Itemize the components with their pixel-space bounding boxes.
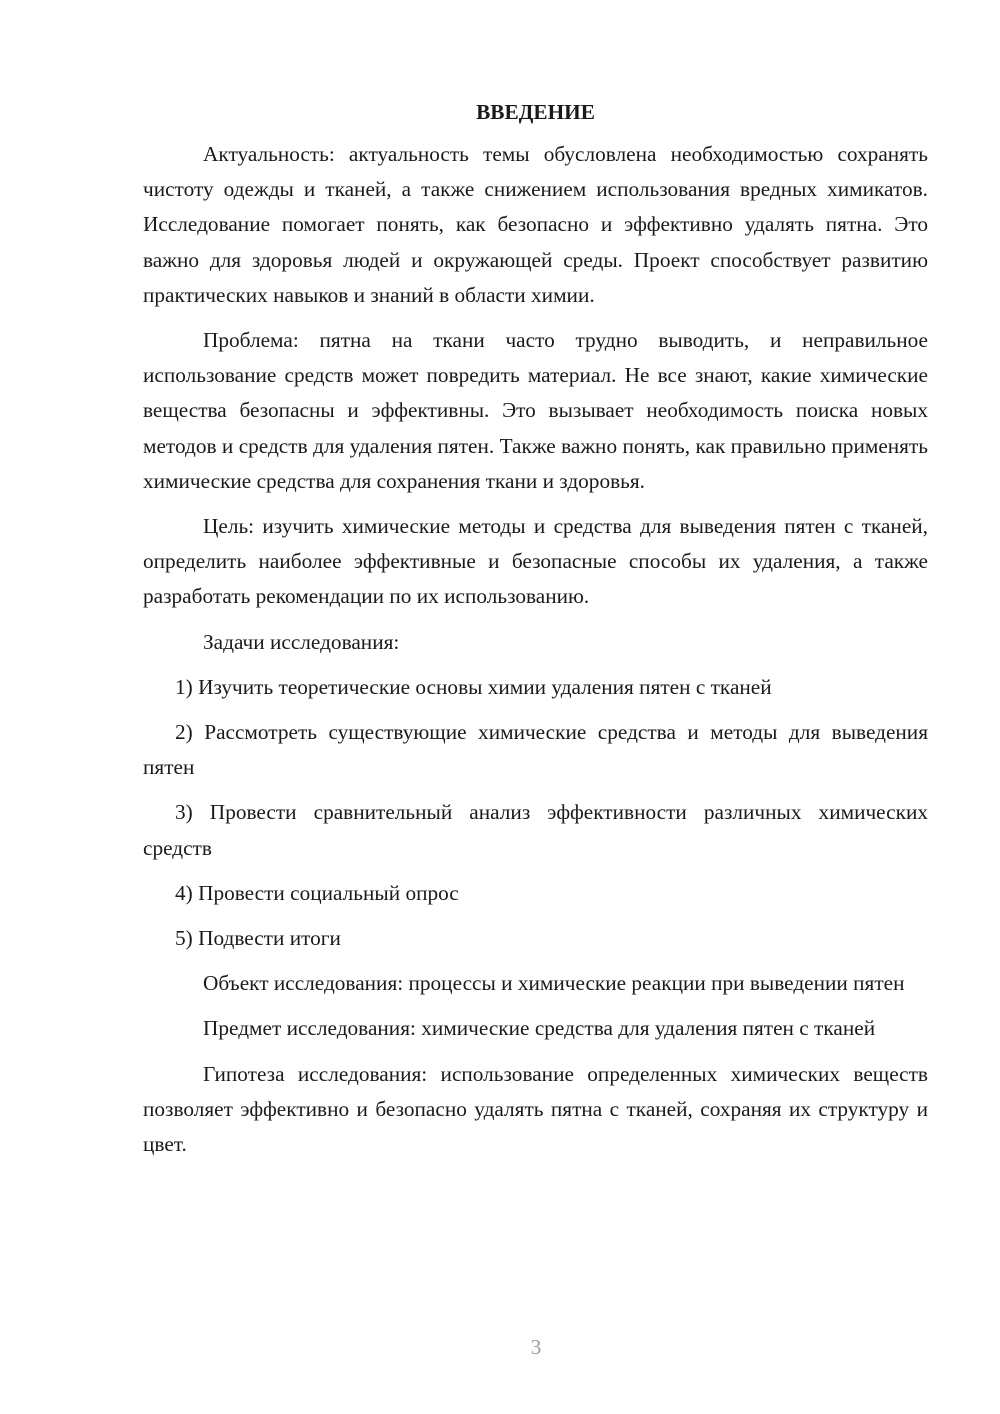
- paragraph-problem: Проблема: пятна на ткани часто трудно выводить, и неправильное использование средств может повредить материал. Не все знают, какие химические вещества безопасны и эффективны. Это вызывает необходимость поиска новых методов и средств для удаления пятен. Также важно понять, как правильно применять химические средства для сохранения ткани и здоровья.: [143, 328, 928, 493]
- page-content: [143, 97, 928, 1172]
- paragraph-relevance: Актуальность: актуальность темы обусловлена необходимостью сохранять чистоту одежды и тканей, а также снижением использования вредных химикатов. Исследование помогает понять, как безопасно и эффективно удалять пятна. Это важно для здоровья людей и окружающей среды. Проект способствует развитию практических навыков и знаний в области химии.: [143, 142, 928, 307]
- task-item: 4) Провести социальный опрос: [175, 880, 459, 905]
- paragraph-object: Объект исследования: процессы и химические реакции при выведении пятен: [203, 971, 905, 996]
- task-item: 2) Рассмотреть существующие химические средства и методы для выведения пятен: [143, 720, 928, 780]
- task-item: 5) Подвести итоги: [175, 926, 341, 951]
- paragraph-goal: Цель: изучить химические методы и средства для выведения пятен с тканей, определить наиболее эффективные и безопасные способы их удаления, а также разработать рекомендации по их использованию.: [143, 514, 928, 609]
- task-item: 1) Изучить теоретические основы химии удаления пятен с тканей: [175, 674, 772, 699]
- task-item: 3) Провести сравнительный анализ эффективности различных химических средств: [143, 800, 928, 860]
- tasks-title: Задачи исследования:: [203, 629, 400, 654]
- paragraph-hypothesis: Гипотеза исследования: использование определенных химических веществ позволяет эффективно и безопасно удалять пятна с тканей, сохраняя их структуру и цвет.: [143, 1061, 928, 1157]
- page-number: 3: [530, 1335, 542, 1359]
- section-heading: ВВЕДЕНИЕ: [476, 100, 595, 124]
- paragraph-subject: Предмет исследования: химические средства для удаления пятен с тканей: [203, 1016, 876, 1041]
